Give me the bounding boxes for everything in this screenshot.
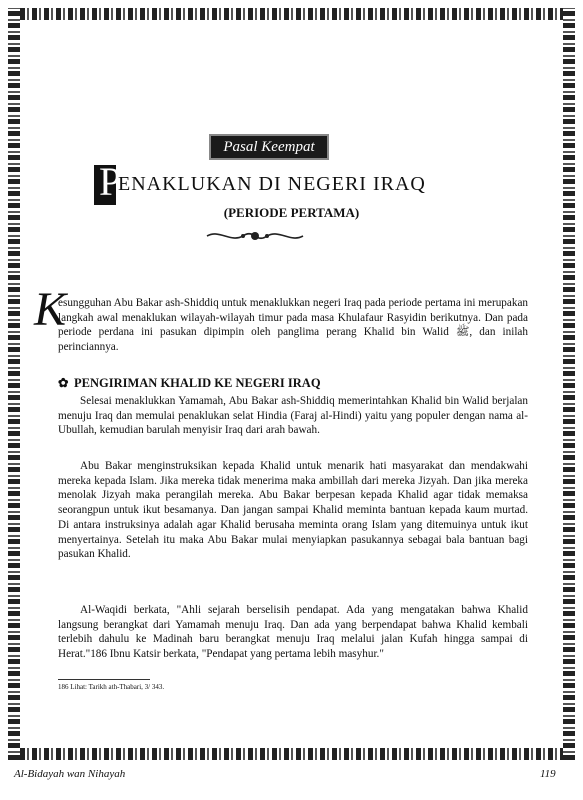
paragraph-1	[58, 394, 528, 438]
section-heading	[58, 375, 321, 391]
section-heading-text: PENGIRIMAN KHALID KE NEGERI IRAQ	[74, 376, 321, 390]
flower-icon: ✿	[58, 376, 69, 390]
paragraph-3	[58, 603, 528, 662]
ornament-icon	[205, 227, 305, 245]
paragraph-text: Selesai menaklukkan Yamamah, Abu Bakar ash-Shiddiq memerintahkan Khalid bin Walid berjalan menuju Iraq dan memulai penaklukan selat Hindia (Faraj al-Hindi) yaitu yang populer dengan nama al-Ubullah, kemudian barulah menyisir Iraq dari arah bawah.	[58, 395, 528, 437]
paragraph-text: Al-Waqidi berkata, "Ahli sejarah berselisih pendapat. Ada yang mengatakan bahwa Khalid langsung berangkat dari Yamamah menuju Iraq. Dan ada yang berpendapat bahwa Khalid kembali terlebih dahulu ke Madinah baru berangkat menuju Iraq melalui jalan Kufah hingga sampai di Herat."186 Ibnu Katsir berkata, "Pendapat yang pertama lebih masyhur."	[58, 604, 528, 661]
footnote: 186 Lihat: Tarikh ath-Thabari, 3/ 343.	[58, 683, 165, 691]
title-dropcap: P	[99, 159, 122, 204]
decorative-border-bottom	[8, 748, 575, 760]
footnote-divider	[58, 679, 150, 680]
chapter-subtitle: (PERIODE PERTAMA)	[223, 205, 360, 220]
page-number: 119	[540, 768, 556, 780]
chapter-label: Pasal Keempat	[209, 134, 329, 160]
chapter-title: ENAKLUKAN DI NEGERI IRAQ	[118, 173, 426, 195]
intro-paragraph	[58, 296, 528, 355]
intro-dropcap: K	[34, 283, 67, 336]
decorative-border-left	[8, 8, 20, 760]
decorative-border-right	[563, 8, 575, 760]
paragraph-2	[58, 459, 528, 562]
intro-text: esungguhan Abu Bakar ash-Shiddiq untuk menaklukkan negeri Iraq pada periode pertama ini merupakan langkah awal menaklukan wilayah-wilayah timur pada masa Khulafaur Rasyidin berikutnya. Dan pada periode perdana ini pasukan dipimpin oleh panglima perang Khalid bin Walid ﷺ, dan inilah perinciannya.	[58, 297, 528, 354]
paragraph-text: Abu Bakar menginstruksikan kepada Khalid untuk menarik hati masyarakat dan mendakwahi mereka kepada Islam. Jika mereka tidak menerima maka ambillah dari mereka Jizyah. Dan jika mereka menolak Jizyah maka perangilah mereka. Abu Bakar berpesan kepada Khalid agar tidak memaksa seorangpun untuk ikut besamanya. Dan jangan sampai Khalid meminta bantuan kepada kaum murtad. Di antara instruksinya adalah agar Khalid berusaha meminta orang Islam yang ditemuinya untuk ikut menyertainya. Setelah itu maka Abu Bakar mulai menyiapkan pasukannya sebagai bala bantuan bagi pasukan Khalid.	[58, 460, 528, 561]
decorative-border-top	[8, 8, 575, 20]
running-footer-title: Al-Bidayah wan Nihayah	[14, 768, 126, 780]
